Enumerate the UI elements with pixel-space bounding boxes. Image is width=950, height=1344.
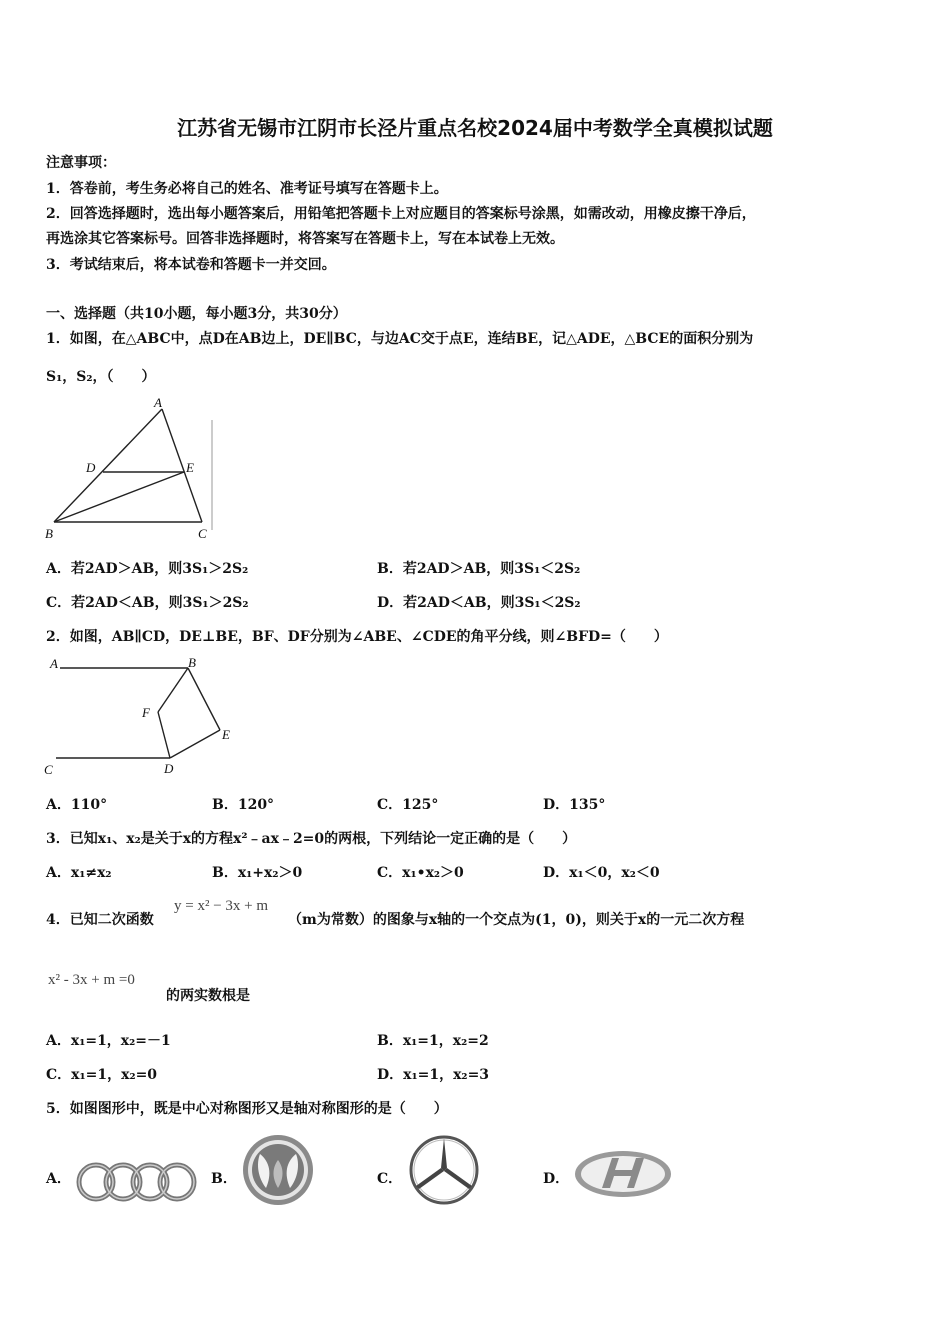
label-A: A — [50, 656, 58, 671]
q2-option-b: B．120° — [212, 797, 275, 813]
page-title: 江苏省无锡市江阴市长泾片重点名校2024届中考数学全真模拟试题 — [177, 116, 773, 140]
notice-item: 2．回答选择题时，选出每小题答案后，用铅笔把答题卡上对应题目的答案标号涂黑，如需改动，用橡皮擦干净后， — [46, 206, 756, 222]
q4-stem-c: 的两实数根是 — [166, 988, 250, 1004]
segment-BE — [188, 668, 220, 730]
three-pointed-star-logo-icon — [406, 1132, 482, 1208]
label-B: B — [45, 526, 53, 541]
section-heading: 一、选择题（共10小题，每小题3分，共30分） — [46, 306, 347, 322]
q4-option-a: A．x₁=1，x₂=－1 — [46, 1033, 171, 1049]
q4-equation-formula: x² - 3x + m =0 — [48, 972, 135, 988]
q5-option-c-letter: C． — [377, 1171, 403, 1187]
q1-option-b: B．若2AD＞AB，则3S₁＜2S₂ — [377, 561, 581, 577]
q4-stem-b: （m为常数）的图象与x轴的一个交点为(1，0)，则关于x的一元二次方程 — [288, 912, 745, 928]
dongfeng-logo-icon — [240, 1132, 316, 1208]
label-E: E — [222, 727, 230, 742]
q1-option-c: C．若2AD＜AB，则3S₁＞2S₂ — [46, 595, 249, 611]
q1-triangle-figure — [40, 392, 220, 544]
q2-option-d: D．135° — [543, 797, 606, 813]
label-B: B — [188, 655, 196, 670]
q4-function-formula: y = x² − 3x + m — [174, 898, 269, 914]
label-D: D — [86, 460, 96, 475]
q4-stem-a: 4．已知二次函数 — [46, 912, 154, 928]
segment-ED — [170, 730, 220, 758]
q1-stem: 1．如图，在△ABC中，点D在AB边上，DE∥BC，与边AC交于点E，连结BE，记△ADE，△BCE的面积分别为 — [46, 331, 754, 347]
q3-option-b: B．x₁+x₂＞0 — [212, 865, 303, 881]
notice-item: 3．考试结束后，将本试卷和答题卡一并交回。 — [46, 257, 336, 273]
label-E: E — [186, 460, 194, 475]
segment-FD — [158, 712, 170, 758]
label-C: C — [198, 526, 207, 541]
q2-stem: 2．如图，AB∥CD，DE⊥BE，BF、DF分别为∠ABE、∠CDE的角平分线，则∠BFD=（ ） — [46, 629, 668, 645]
label-C: C — [44, 762, 53, 777]
segment-BE — [54, 472, 184, 522]
q2-option-c: C．125° — [377, 797, 439, 813]
q5-option-a-letter: A． — [46, 1171, 71, 1187]
segment-BF — [158, 668, 188, 712]
segment-AC — [162, 409, 202, 522]
q4-option-c: C．x₁=1，x₂=0 — [46, 1067, 158, 1083]
q2-parallel-figure — [40, 650, 250, 780]
label-F: F — [142, 705, 150, 720]
label-D: D — [164, 761, 174, 776]
q3-stem: 3．已知x₁、x₂是关于x的方程x²﹣ax﹣2=0的两根，下列结论一定正确的是（ ） — [46, 831, 577, 847]
segment-AB — [54, 409, 162, 522]
q1-option-d: D．若2AD＜AB，则3S₁＜2S₂ — [377, 595, 581, 611]
h-oval-logo-icon — [572, 1148, 674, 1200]
q4-option-b: B．x₁=1，x₂=2 — [377, 1033, 489, 1049]
q5-stem: 5．如图图形中，既是中心对称图形又是轴对称图形的是（ ） — [46, 1101, 448, 1117]
notice-heading: 注意事项： — [46, 155, 116, 171]
q1-option-a: A．若2AD＞AB，则3S₁＞2S₂ — [46, 561, 249, 577]
q1-stem-cont: S₁，S₂，（ ） — [46, 369, 156, 385]
four-rings-logo-icon — [74, 1158, 200, 1206]
q5-option-d-letter: D． — [543, 1171, 570, 1187]
label-A: A — [154, 395, 162, 410]
q3-option-a: A．x₁≠x₂ — [46, 865, 112, 881]
q3-option-c: C．x₁•x₂＞0 — [377, 865, 464, 881]
q4-option-d: D．x₁=1，x₂=3 — [377, 1067, 490, 1083]
notice-item: 1．答卷前，考生务必将自己的姓名、准考证号填写在答题卡上。 — [46, 181, 448, 197]
notice-item: 再选涂其它答案标号。回答非选择题时，将答案写在答题卡上，写在本试卷上无效。 — [46, 231, 564, 247]
q2-option-a: A．110° — [46, 797, 108, 813]
q3-option-d: D．x₁＜0，x₂＜0 — [543, 865, 660, 881]
q5-option-b-letter: B． — [211, 1171, 237, 1187]
